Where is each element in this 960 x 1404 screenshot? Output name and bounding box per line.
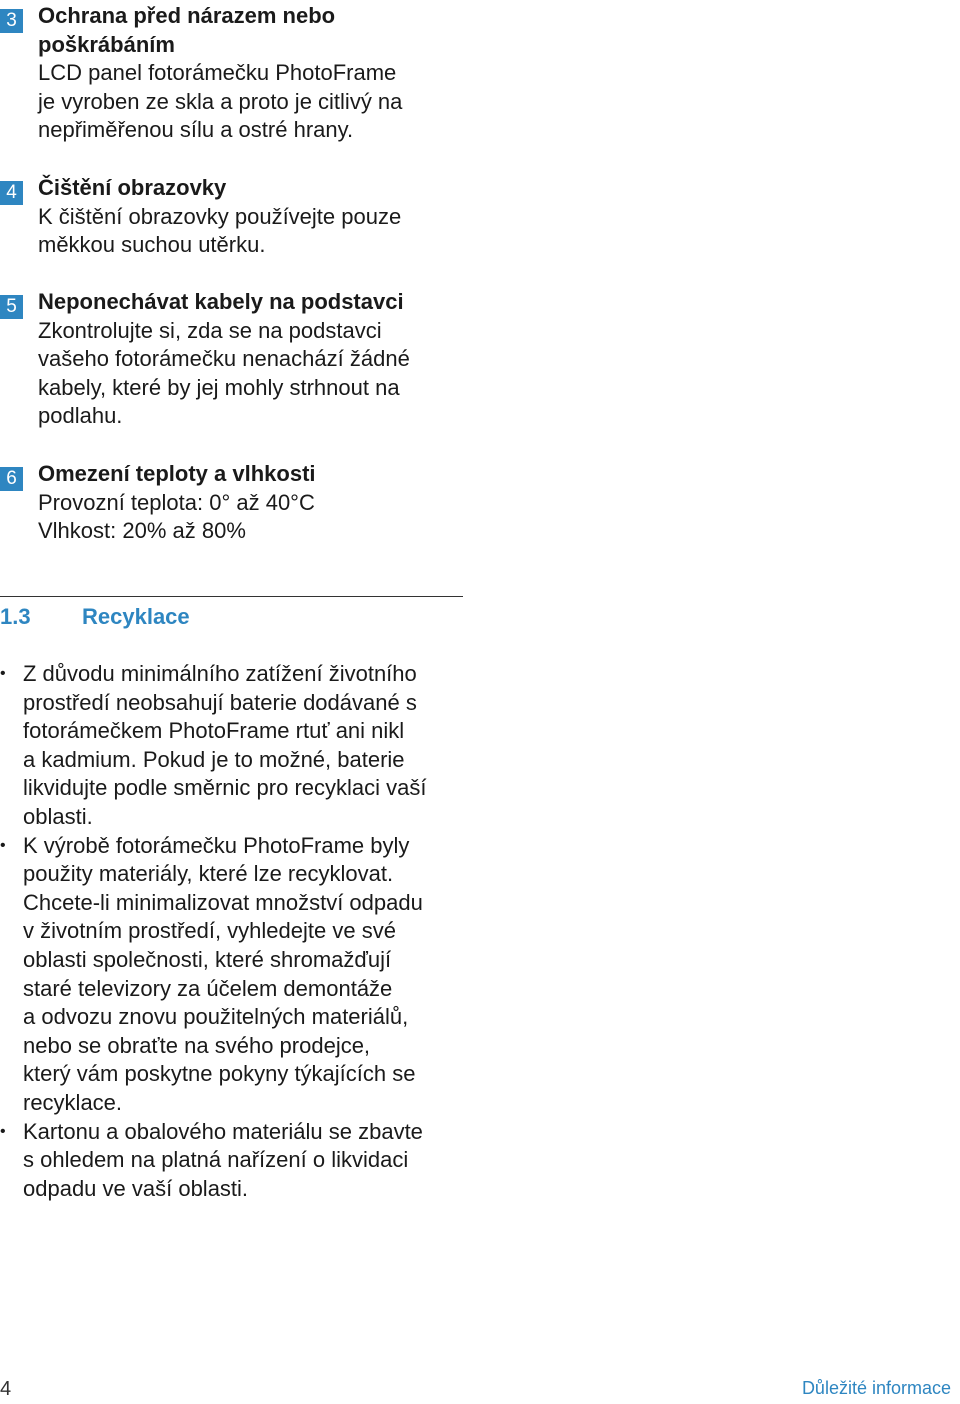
item-text-line: nepřiměřenou sílu a ostré hrany. bbox=[38, 117, 354, 143]
item-body bbox=[38, 174, 470, 260]
recycling-bullet-list bbox=[0, 660, 470, 1203]
bullet-text-line: nebo se obraťte na svého prodejce, bbox=[23, 1032, 371, 1058]
bullet-text-line: Z důvodu minimálního zatížení životního bbox=[23, 661, 417, 686]
bullet-text-line: K výrobě fotorámečku PhotoFrame byly bbox=[23, 832, 410, 858]
item-title-line: poškrábáním bbox=[38, 31, 175, 57]
section-title: Recyklace bbox=[82, 604, 190, 629]
safety-item-temperature bbox=[0, 460, 470, 546]
bullet-text-line: s ohledem na platná nařízení o likvidaci bbox=[23, 1147, 409, 1173]
section-divider bbox=[0, 596, 463, 597]
bullet-dot: • bbox=[0, 1122, 6, 1140]
item-text-line: kabely, které by jej mohly strhnout na bbox=[38, 374, 400, 400]
bullet-dot: • bbox=[0, 836, 6, 854]
item-title-line: Omezení teploty a vlhkosti bbox=[38, 461, 316, 486]
bullet-text-line: Chcete-li minimalizovat množství odpadu bbox=[23, 889, 423, 915]
safety-item-cables bbox=[0, 288, 470, 431]
item-text-line: měkkou suchou utěrku. bbox=[38, 232, 266, 258]
item-title-line: Ochrana před nárazem nebo bbox=[38, 3, 336, 28]
item-body bbox=[38, 2, 470, 145]
item-number-badge: 6 bbox=[0, 467, 23, 491]
item-text-line: Zkontrolujte si, zda se na podstavci bbox=[38, 317, 382, 343]
chapter-title: Důležité informace bbox=[801, 1378, 951, 1398]
page-number: 4 bbox=[0, 1378, 12, 1400]
bullet-text-line: a kadmium. Pokud je to možné, baterie bbox=[23, 746, 405, 772]
bullet-text-line: prostředí neobsahují baterie dodávané s bbox=[23, 689, 417, 715]
item-text-line: Provozní teplota: 0° až 40°C bbox=[38, 489, 315, 515]
bullet-text-line: fotorámečkem PhotoFrame rtuť ani nikl bbox=[23, 718, 405, 744]
item-text-line: LCD panel fotorámečku PhotoFrame bbox=[38, 60, 397, 86]
bullet-dot: • bbox=[0, 665, 6, 682]
bullet-text-line: likvidujte podle směrnic pro recyklaci vaší bbox=[23, 775, 427, 801]
item-text-line: je vyroben ze skla a proto je citlivý na bbox=[38, 88, 403, 114]
bullet-text-line: použity materiály, které lze recyklovat. bbox=[23, 861, 394, 887]
item-body bbox=[38, 460, 470, 546]
section-number: 1.3 bbox=[0, 604, 31, 629]
safety-item-cleaning bbox=[0, 174, 470, 260]
item-text-line: K čištění obrazovky používejte pouze bbox=[38, 203, 402, 229]
item-title-line: Čištění obrazovky bbox=[38, 175, 227, 200]
bullet-text-line: který vám poskytne pokyny týkajících se bbox=[23, 1061, 416, 1087]
item-text-line: vašeho fotorámečku nenachází žádné bbox=[38, 346, 410, 372]
item-number-badge: 5 bbox=[0, 295, 23, 319]
bullet-item bbox=[0, 1118, 470, 1204]
item-number-badge: 3 bbox=[0, 9, 23, 33]
bullet-text-line: v životním prostředí, vyhledejte ve své bbox=[23, 918, 396, 944]
bullet-text-line: a odvozu znovu použitelných materiálů, bbox=[23, 1004, 409, 1030]
item-text-line: Vlhkost: 20% až 80% bbox=[38, 518, 246, 544]
bullet-item bbox=[0, 832, 470, 1118]
bullet-text-line: recyklace. bbox=[23, 1089, 123, 1115]
item-body bbox=[38, 288, 470, 431]
bullet-text-line: oblasti. bbox=[23, 803, 93, 829]
bullet-text-line: staré televizory za účelem demontáže bbox=[23, 975, 393, 1001]
safety-item-impact bbox=[0, 2, 470, 145]
item-number-badge: 4 bbox=[0, 181, 23, 205]
bullet-text-line: Kartonu a obalového materiálu se zbavte bbox=[23, 1118, 423, 1144]
item-text-line: podlahu. bbox=[38, 403, 123, 429]
bullet-text-line: oblasti společnosti, které shromažďují bbox=[23, 946, 392, 972]
bullet-text-line: odpadu ve vaší oblasti. bbox=[23, 1175, 249, 1201]
item-title-line: Neponechávat kabely na podstavci bbox=[38, 289, 404, 314]
bullet-item bbox=[0, 660, 470, 832]
